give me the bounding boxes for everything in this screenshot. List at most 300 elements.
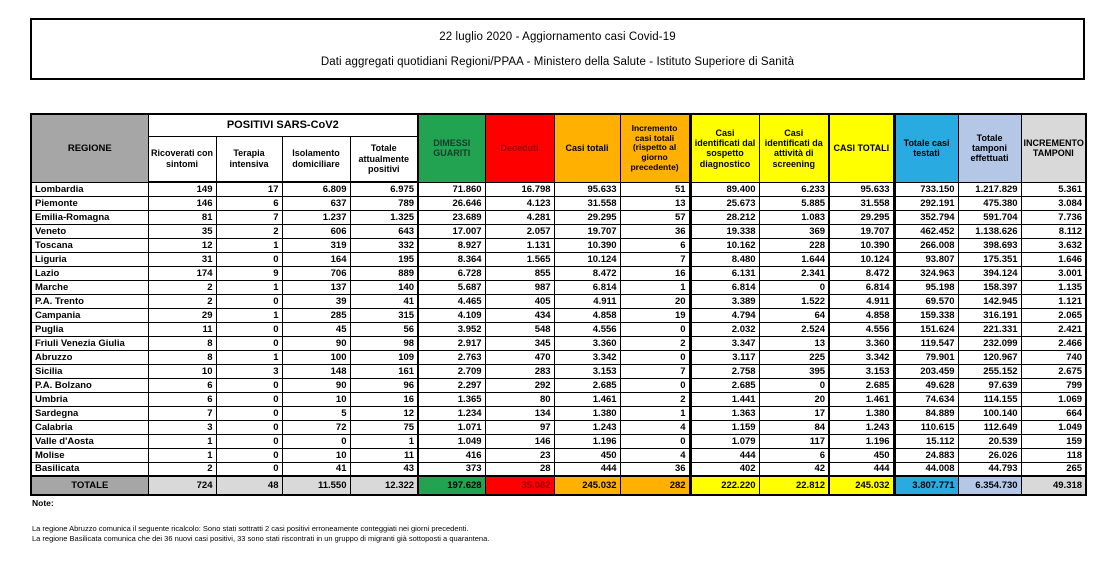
value-cell: 3.153 [554, 364, 620, 378]
value-cell: 265 [1021, 462, 1086, 476]
region-name: P.A. Trento [31, 294, 148, 308]
total-value-cell: 245.032 [829, 476, 894, 495]
value-cell: 4.281 [485, 210, 554, 224]
total-value-cell: 22.812 [759, 476, 829, 495]
value-cell: 3.153 [829, 364, 894, 378]
value-cell: 2.057 [485, 224, 554, 238]
table-body [31, 182, 1086, 495]
value-cell: 10 [282, 448, 350, 462]
col-header-deceduti: Deceduti [485, 114, 554, 182]
total-value-cell: 245.032 [554, 476, 620, 495]
value-cell: 283 [485, 364, 554, 378]
value-cell: 1.049 [418, 434, 485, 448]
region-name: Sicilia [31, 364, 148, 378]
value-cell: 6.975 [350, 182, 418, 196]
value-cell: 395 [759, 364, 829, 378]
value-cell: 606 [282, 224, 350, 238]
value-cell: 345 [485, 336, 554, 350]
value-cell: 789 [350, 196, 418, 210]
value-cell: 444 [554, 462, 620, 476]
col-header-terapia-intensiva: Terapia intensiva [216, 136, 282, 182]
value-cell: 1.131 [485, 238, 554, 252]
region-name: Sardegna [31, 406, 148, 420]
col-header-totale-attualmente-positivi: Totale attualmente positivi [350, 136, 418, 182]
value-cell: 3.342 [554, 350, 620, 364]
col-header-casi-totali: Casi totali [554, 114, 620, 182]
value-cell: 8 [148, 336, 216, 350]
table-row [31, 406, 1086, 420]
value-cell: 1.234 [418, 406, 485, 420]
value-cell: 1.083 [759, 210, 829, 224]
col-header-casi-totali-sum: CASI TOTALI [829, 114, 894, 182]
value-cell: 10.390 [554, 238, 620, 252]
value-cell: 140 [350, 280, 418, 294]
value-cell: 159 [1021, 434, 1086, 448]
value-cell: 3 [148, 420, 216, 434]
value-cell: 434 [485, 308, 554, 322]
value-cell: 6.728 [418, 266, 485, 280]
value-cell: 100.140 [958, 406, 1021, 420]
value-cell: 0 [216, 392, 282, 406]
value-cell: 1.196 [554, 434, 620, 448]
table-row [31, 238, 1086, 252]
value-cell: 74.634 [894, 392, 958, 406]
value-cell: 10.124 [829, 252, 894, 266]
value-cell: 134 [485, 406, 554, 420]
value-cell: 4.465 [418, 294, 485, 308]
value-cell: 643 [350, 224, 418, 238]
value-cell: 36 [620, 462, 690, 476]
value-cell: 470 [485, 350, 554, 364]
region-name: Marche [31, 280, 148, 294]
value-cell: 8.364 [418, 252, 485, 266]
value-cell: 16 [620, 266, 690, 280]
value-cell: 4.109 [418, 308, 485, 322]
value-cell: 6.131 [690, 266, 759, 280]
value-cell: 1.461 [554, 392, 620, 406]
value-cell: 1.644 [759, 252, 829, 266]
value-cell: 13 [759, 336, 829, 350]
value-cell: 0 [620, 322, 690, 336]
table-row [31, 420, 1086, 434]
value-cell: 64 [759, 308, 829, 322]
region-name: Puglia [31, 322, 148, 336]
value-cell: 0 [216, 448, 282, 462]
total-value-cell: 12.322 [350, 476, 418, 495]
table-row [31, 280, 1086, 294]
value-cell: 95.633 [554, 182, 620, 196]
value-cell: 987 [485, 280, 554, 294]
value-cell: 16.798 [485, 182, 554, 196]
col-header-isolamento-domiciliare: Isolamento domiciliare [282, 136, 350, 182]
value-cell: 13 [620, 196, 690, 210]
value-cell: 2.466 [1021, 336, 1086, 350]
note-abruzzo: La regione Abruzzo comunica il seguente ricalcolo: Sono stati sottratti 2 casi positivi erroneamente conteggiati nei giorni precedenti. [32, 524, 469, 533]
value-cell: 2 [216, 224, 282, 238]
table-header [31, 114, 1086, 182]
value-cell: 90 [282, 378, 350, 392]
table-row [31, 210, 1086, 224]
total-row [31, 476, 1086, 495]
value-cell: 29.295 [829, 210, 894, 224]
col-header-incremento-tamponi: INCREMENTO TAMPONI [1021, 114, 1086, 182]
title-line-2: Dati aggregati quotidiani Regioni/PPAA - Ministero della Salute - Istituto Superiore di Sanità [320, 55, 795, 68]
value-cell: 405 [485, 294, 554, 308]
value-cell: 416 [418, 448, 485, 462]
value-cell: 2.032 [690, 322, 759, 336]
value-cell: 11 [148, 322, 216, 336]
value-cell: 8 [148, 350, 216, 364]
value-cell: 28 [485, 462, 554, 476]
value-cell: 450 [554, 448, 620, 462]
region-name: Lombardia [31, 182, 148, 196]
value-cell: 8.472 [829, 266, 894, 280]
value-cell: 0 [282, 434, 350, 448]
value-cell: 4.556 [829, 322, 894, 336]
value-cell: 225 [759, 350, 829, 364]
value-cell: 45 [282, 322, 350, 336]
table-row [31, 266, 1086, 280]
value-cell: 7 [216, 210, 282, 224]
value-cell: 81 [148, 210, 216, 224]
value-cell: 1.243 [554, 420, 620, 434]
value-cell: 2.685 [554, 378, 620, 392]
value-cell: 57 [620, 210, 690, 224]
value-cell: 402 [690, 462, 759, 476]
value-cell: 6.233 [759, 182, 829, 196]
col-group-positivi-sars-cov2: POSITIVI SARS-CoV2 [148, 114, 418, 136]
value-cell: 120.967 [958, 350, 1021, 364]
value-cell: 2.675 [1021, 364, 1086, 378]
value-cell: 332 [350, 238, 418, 252]
value-cell: 28.212 [690, 210, 759, 224]
value-cell: 1.461 [829, 392, 894, 406]
value-cell: 149 [148, 182, 216, 196]
value-cell: 1 [350, 434, 418, 448]
value-cell: 7.736 [1021, 210, 1086, 224]
value-cell: 8.112 [1021, 224, 1086, 238]
value-cell: 1.243 [829, 420, 894, 434]
value-cell: 4.556 [554, 322, 620, 336]
region-name: Abruzzo [31, 350, 148, 364]
value-cell: 255.152 [958, 364, 1021, 378]
value-cell: 203.459 [894, 364, 958, 378]
value-cell: 3.632 [1021, 238, 1086, 252]
value-cell: 1.071 [418, 420, 485, 434]
value-cell: 8.927 [418, 238, 485, 252]
value-cell: 475.380 [958, 196, 1021, 210]
table-row [31, 308, 1086, 322]
value-cell: 4 [620, 448, 690, 462]
value-cell: 90 [282, 336, 350, 350]
value-cell: 19.707 [829, 224, 894, 238]
value-cell: 706 [282, 266, 350, 280]
value-cell: 462.452 [894, 224, 958, 238]
value-cell: 98 [350, 336, 418, 350]
value-cell: 1.237 [282, 210, 350, 224]
value-cell: 16 [350, 392, 418, 406]
value-cell: 26.026 [958, 448, 1021, 462]
region-name: Lazio [31, 266, 148, 280]
value-cell: 89.400 [690, 182, 759, 196]
value-cell: 17 [216, 182, 282, 196]
value-cell: 2.758 [690, 364, 759, 378]
value-cell: 2.763 [418, 350, 485, 364]
value-cell: 6 [216, 196, 282, 210]
value-cell: 2 [148, 462, 216, 476]
value-cell: 1.365 [418, 392, 485, 406]
value-cell: 0 [216, 420, 282, 434]
value-cell: 25.673 [690, 196, 759, 210]
value-cell: 1.135 [1021, 280, 1086, 294]
value-cell: 4.794 [690, 308, 759, 322]
value-cell: 174 [148, 266, 216, 280]
value-cell: 97 [485, 420, 554, 434]
value-cell: 41 [282, 462, 350, 476]
value-cell: 51 [620, 182, 690, 196]
value-cell: 4.858 [554, 308, 620, 322]
value-cell: 394.124 [958, 266, 1021, 280]
value-cell: 0 [216, 378, 282, 392]
total-value-cell: 222.220 [690, 476, 759, 495]
value-cell: 0 [216, 462, 282, 476]
value-cell: 71.860 [418, 182, 485, 196]
value-cell: 151.624 [894, 322, 958, 336]
value-cell: 0 [216, 406, 282, 420]
value-cell: 3.001 [1021, 266, 1086, 280]
value-cell: 1 [216, 280, 282, 294]
value-cell: 41 [350, 294, 418, 308]
value-cell: 1.522 [759, 294, 829, 308]
value-cell: 6.809 [282, 182, 350, 196]
value-cell: 3.084 [1021, 196, 1086, 210]
value-cell: 1.380 [829, 406, 894, 420]
col-header-totale-casi-testati: Totale casi testati [894, 114, 958, 182]
value-cell: 4.911 [829, 294, 894, 308]
table-row [31, 196, 1086, 210]
note-basilicata: La regione Basilicata comunica che dei 36 nuovi casi positivi, 33 sono stati riscontrati in un gruppo di migranti già sottoposti a quarantena. [32, 534, 490, 544]
region-name: Basilicata [31, 462, 148, 476]
value-cell: 1.049 [1021, 420, 1086, 434]
value-cell: 137 [282, 280, 350, 294]
value-cell: 12 [350, 406, 418, 420]
value-cell: 146 [148, 196, 216, 210]
value-cell: 10.162 [690, 238, 759, 252]
value-cell: 20.539 [958, 434, 1021, 448]
value-cell: 36 [620, 224, 690, 238]
region-name: P.A. Bolzano [31, 378, 148, 392]
value-cell: 2.685 [829, 378, 894, 392]
total-label: TOTALE [31, 476, 148, 495]
value-cell: 17.007 [418, 224, 485, 238]
value-cell: 1 [148, 434, 216, 448]
value-cell: 72 [282, 420, 350, 434]
table-row [31, 322, 1086, 336]
title-box [30, 18, 1085, 80]
value-cell: 2.685 [690, 378, 759, 392]
table-row [31, 336, 1086, 350]
value-cell: 0 [216, 252, 282, 266]
value-cell: 31 [148, 252, 216, 266]
value-cell: 3.347 [690, 336, 759, 350]
value-cell: 39 [282, 294, 350, 308]
value-cell: 1.325 [350, 210, 418, 224]
value-cell: 100 [282, 350, 350, 364]
col-header-ricoverati: Ricoverati con sintomi [148, 136, 216, 182]
value-cell: 10 [282, 392, 350, 406]
value-cell: 5.361 [1021, 182, 1086, 196]
total-value-cell: 49.318 [1021, 476, 1086, 495]
total-value-cell: 6.354.730 [958, 476, 1021, 495]
value-cell: 1.079 [690, 434, 759, 448]
value-cell: 3.389 [690, 294, 759, 308]
value-cell: 1.121 [1021, 294, 1086, 308]
value-cell: 7 [620, 364, 690, 378]
value-cell: 6 [148, 392, 216, 406]
value-cell: 444 [829, 462, 894, 476]
value-cell: 148 [282, 364, 350, 378]
value-cell: 44.008 [894, 462, 958, 476]
value-cell: 2.917 [418, 336, 485, 350]
value-cell: 0 [216, 322, 282, 336]
value-cell: 117 [759, 434, 829, 448]
value-cell: 31.558 [554, 196, 620, 210]
value-cell: 221.331 [958, 322, 1021, 336]
value-cell: 4 [620, 420, 690, 434]
value-cell: 6 [620, 238, 690, 252]
region-name: Veneto [31, 224, 148, 238]
value-cell: 0 [620, 350, 690, 364]
value-cell: 3.342 [829, 350, 894, 364]
col-header-incremento-casi-totali: Incremento casi totali (rispetto al giorno precedente) [620, 114, 690, 182]
value-cell: 319 [282, 238, 350, 252]
value-cell: 56 [350, 322, 418, 336]
value-cell: 1.380 [554, 406, 620, 420]
total-value-cell: 11.550 [282, 476, 350, 495]
value-cell: 1.196 [829, 434, 894, 448]
value-cell: 1.441 [690, 392, 759, 406]
value-cell: 1 [216, 308, 282, 322]
total-value-cell: 35.082 [485, 476, 554, 495]
value-cell: 75 [350, 420, 418, 434]
value-cell: 3.952 [418, 322, 485, 336]
value-cell: 29 [148, 308, 216, 322]
value-cell: 2.341 [759, 266, 829, 280]
value-cell: 2.709 [418, 364, 485, 378]
value-cell: 20 [759, 392, 829, 406]
value-cell: 31.558 [829, 196, 894, 210]
value-cell: 84 [759, 420, 829, 434]
value-cell: 2 [620, 336, 690, 350]
value-cell: 292.191 [894, 196, 958, 210]
value-cell: 35 [148, 224, 216, 238]
value-cell: 292 [485, 378, 554, 392]
total-value-cell: 282 [620, 476, 690, 495]
title-line-1: 22 luglio 2020 - Aggiornamento casi Covid-19 [439, 30, 676, 43]
value-cell: 10.124 [554, 252, 620, 266]
value-cell: 15.112 [894, 434, 958, 448]
value-cell: 2 [148, 294, 216, 308]
value-cell: 146 [485, 434, 554, 448]
value-cell: 114.155 [958, 392, 1021, 406]
table-row [31, 434, 1086, 448]
value-cell: 1.138.626 [958, 224, 1021, 238]
value-cell: 6 [148, 378, 216, 392]
region-name: Friuli Venezia Giulia [31, 336, 148, 350]
value-cell: 548 [485, 322, 554, 336]
value-cell: 158.397 [958, 280, 1021, 294]
value-cell: 112.649 [958, 420, 1021, 434]
value-cell: 8.472 [554, 266, 620, 280]
value-cell: 2.297 [418, 378, 485, 392]
value-cell: 8.480 [690, 252, 759, 266]
value-cell: 17 [759, 406, 829, 420]
value-cell: 450 [829, 448, 894, 462]
region-name: Valle d'Aosta [31, 434, 148, 448]
value-cell: 637 [282, 196, 350, 210]
value-cell: 4.911 [554, 294, 620, 308]
value-cell: 444 [690, 448, 759, 462]
value-cell: 7 [620, 252, 690, 266]
value-cell: 2.065 [1021, 308, 1086, 322]
value-cell: 740 [1021, 350, 1086, 364]
value-cell: 2 [148, 280, 216, 294]
table-row [31, 378, 1086, 392]
value-cell: 5.687 [418, 280, 485, 294]
value-cell: 5.885 [759, 196, 829, 210]
value-cell: 799 [1021, 378, 1086, 392]
value-cell: 23 [485, 448, 554, 462]
total-value-cell: 48 [216, 476, 282, 495]
table-row [31, 182, 1086, 196]
value-cell: 3 [216, 364, 282, 378]
value-cell: 19.338 [690, 224, 759, 238]
region-name: Emilia-Romagna [31, 210, 148, 224]
value-cell: 19 [620, 308, 690, 322]
value-cell: 889 [350, 266, 418, 280]
value-cell: 29.295 [554, 210, 620, 224]
value-cell: 97.639 [958, 378, 1021, 392]
value-cell: 10 [148, 364, 216, 378]
value-cell: 1 [148, 448, 216, 462]
value-cell: 352.794 [894, 210, 958, 224]
value-cell: 1 [620, 280, 690, 294]
value-cell: 316.191 [958, 308, 1021, 322]
value-cell: 733.150 [894, 182, 958, 196]
value-cell: 855 [485, 266, 554, 280]
region-name: Piemonte [31, 196, 148, 210]
table-row [31, 462, 1086, 476]
value-cell: 109 [350, 350, 418, 364]
value-cell: 42 [759, 462, 829, 476]
value-cell: 1.646 [1021, 252, 1086, 266]
total-value-cell: 197.628 [418, 476, 485, 495]
value-cell: 118 [1021, 448, 1086, 462]
value-cell: 95.633 [829, 182, 894, 196]
value-cell: 1.069 [1021, 392, 1086, 406]
value-cell: 96 [350, 378, 418, 392]
region-name: Calabria [31, 420, 148, 434]
table-row [31, 224, 1086, 238]
value-cell: 12 [148, 238, 216, 252]
value-cell: 1 [216, 238, 282, 252]
value-cell: 369 [759, 224, 829, 238]
col-header-totale-tamponi: Totale tamponi effettuati [958, 114, 1021, 182]
value-cell: 0 [216, 434, 282, 448]
value-cell: 93.807 [894, 252, 958, 266]
value-cell: 119.547 [894, 336, 958, 350]
value-cell: 44.793 [958, 462, 1021, 476]
